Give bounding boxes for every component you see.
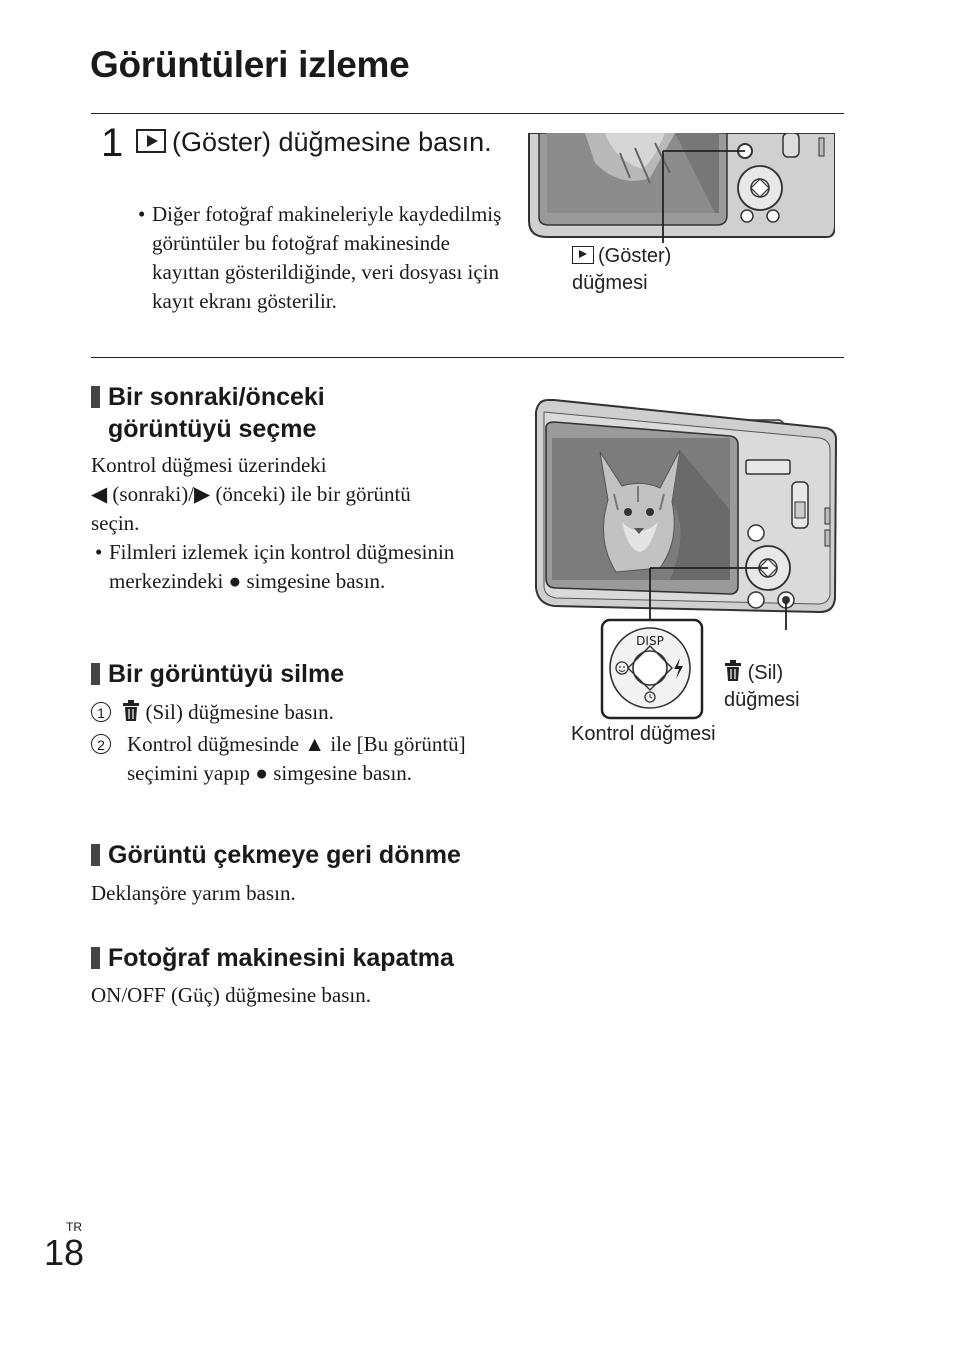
section-return-shooting-text: Deklanşöre yarım basın.	[91, 881, 296, 905]
step-heading	[136, 125, 516, 159]
section-next-prev-heading-line2: görüntüyü seçme	[108, 415, 317, 443]
delete-callout-line1: (Sil)	[747, 662, 784, 684]
play-icon	[136, 129, 166, 153]
trash-icon	[724, 660, 742, 682]
section-delete-steps	[91, 698, 521, 788]
section-marker-icon	[91, 663, 100, 685]
step-circle-1: 1	[91, 702, 111, 722]
camera-back-full-figure	[530, 390, 840, 630]
page-number: 18	[44, 1232, 85, 1273]
step-number: 1	[101, 121, 124, 165]
delete-step-2	[91, 730, 521, 788]
section-next-prev-bullet-text: Filmleri izlemek için kontrol düğmesinin merkezindeki ● simgesine basın.	[109, 540, 455, 593]
delete-step-1-text: (Sil) düğmesine basın.	[145, 700, 334, 724]
disp-label: DISP	[636, 634, 664, 648]
control-dial-caption: Kontrol düğmesi	[571, 723, 716, 745]
section-power-off-heading	[91, 942, 454, 974]
section-next-prev-heading-line1: Bir sonraki/önceki	[108, 383, 325, 411]
step-circle-2: 2	[91, 734, 111, 754]
delete-button-callout	[724, 660, 800, 714]
control-dial-zoom-figure	[600, 618, 704, 720]
camera-back-partial-figure	[525, 133, 835, 243]
step-bullet-text: Diğer fotoğraf makineleriyle kaydedilmiş görüntüler bu fotoğraf makinesinde kayıttan gösterildiğinde, veri dosyası için kayıt ekranı gösterilir.	[152, 202, 502, 313]
section-next-prev-text-line2: ◀ (sonraki)/▶ (önceki) ile bir görüntü	[91, 482, 411, 506]
section-marker-icon	[91, 386, 100, 408]
step-bullet: • Diğer fotoğraf makineleriyle kaydedilmiş görüntüler bu fotoğraf makinesinde kayıttan gösterildiğinde, veri dosyası için kayıt ekranı gösterilir.	[138, 200, 508, 316]
delete-step-2-text: Kontrol düğmesinde ▲ ile [Bu görüntü] seçimini yapıp ● simgesine basın.	[127, 732, 466, 785]
section-power-off-text: ON/OFF (Güç) düğmesine basın.	[91, 983, 371, 1007]
section-next-prev-bullet: • Filmleri izlemek için kontrol düğmesinin merkezindeki ● simgesine basın.	[91, 538, 501, 596]
section-delete-heading	[91, 658, 344, 690]
section-next-prev-text-line3: seçin.	[91, 511, 140, 535]
section-marker-icon	[91, 947, 100, 969]
language-code: TR	[66, 1220, 82, 1234]
trash-icon	[122, 700, 140, 722]
top-rule	[91, 113, 844, 114]
page-title: Görüntüleri izleme	[90, 44, 410, 85]
section-return-shooting-heading	[91, 839, 461, 871]
step-heading-text: (Göster) düğmesine basın.	[172, 127, 492, 157]
mid-rule	[91, 357, 844, 358]
section-next-prev-heading	[91, 381, 325, 445]
play-callout-line2: düğmesi	[572, 272, 648, 294]
section-marker-icon	[91, 844, 100, 866]
delete-step-1	[91, 698, 521, 727]
section-delete-heading-text: Bir görüntüyü silme	[108, 660, 345, 688]
play-icon	[572, 246, 594, 264]
section-return-shooting-heading-text: Görüntü çekmeye geri dönme	[108, 841, 461, 869]
section-next-prev-text-line1: Kontrol düğmesi üzerindeki	[91, 453, 327, 477]
play-callout-line1: (Göster)	[598, 245, 672, 267]
delete-callout-line2: düğmesi	[724, 689, 800, 711]
section-next-prev-text	[91, 451, 511, 596]
play-button-callout	[572, 243, 671, 297]
section-power-off-heading-text: Fotoğraf makinesini kapatma	[108, 944, 454, 972]
